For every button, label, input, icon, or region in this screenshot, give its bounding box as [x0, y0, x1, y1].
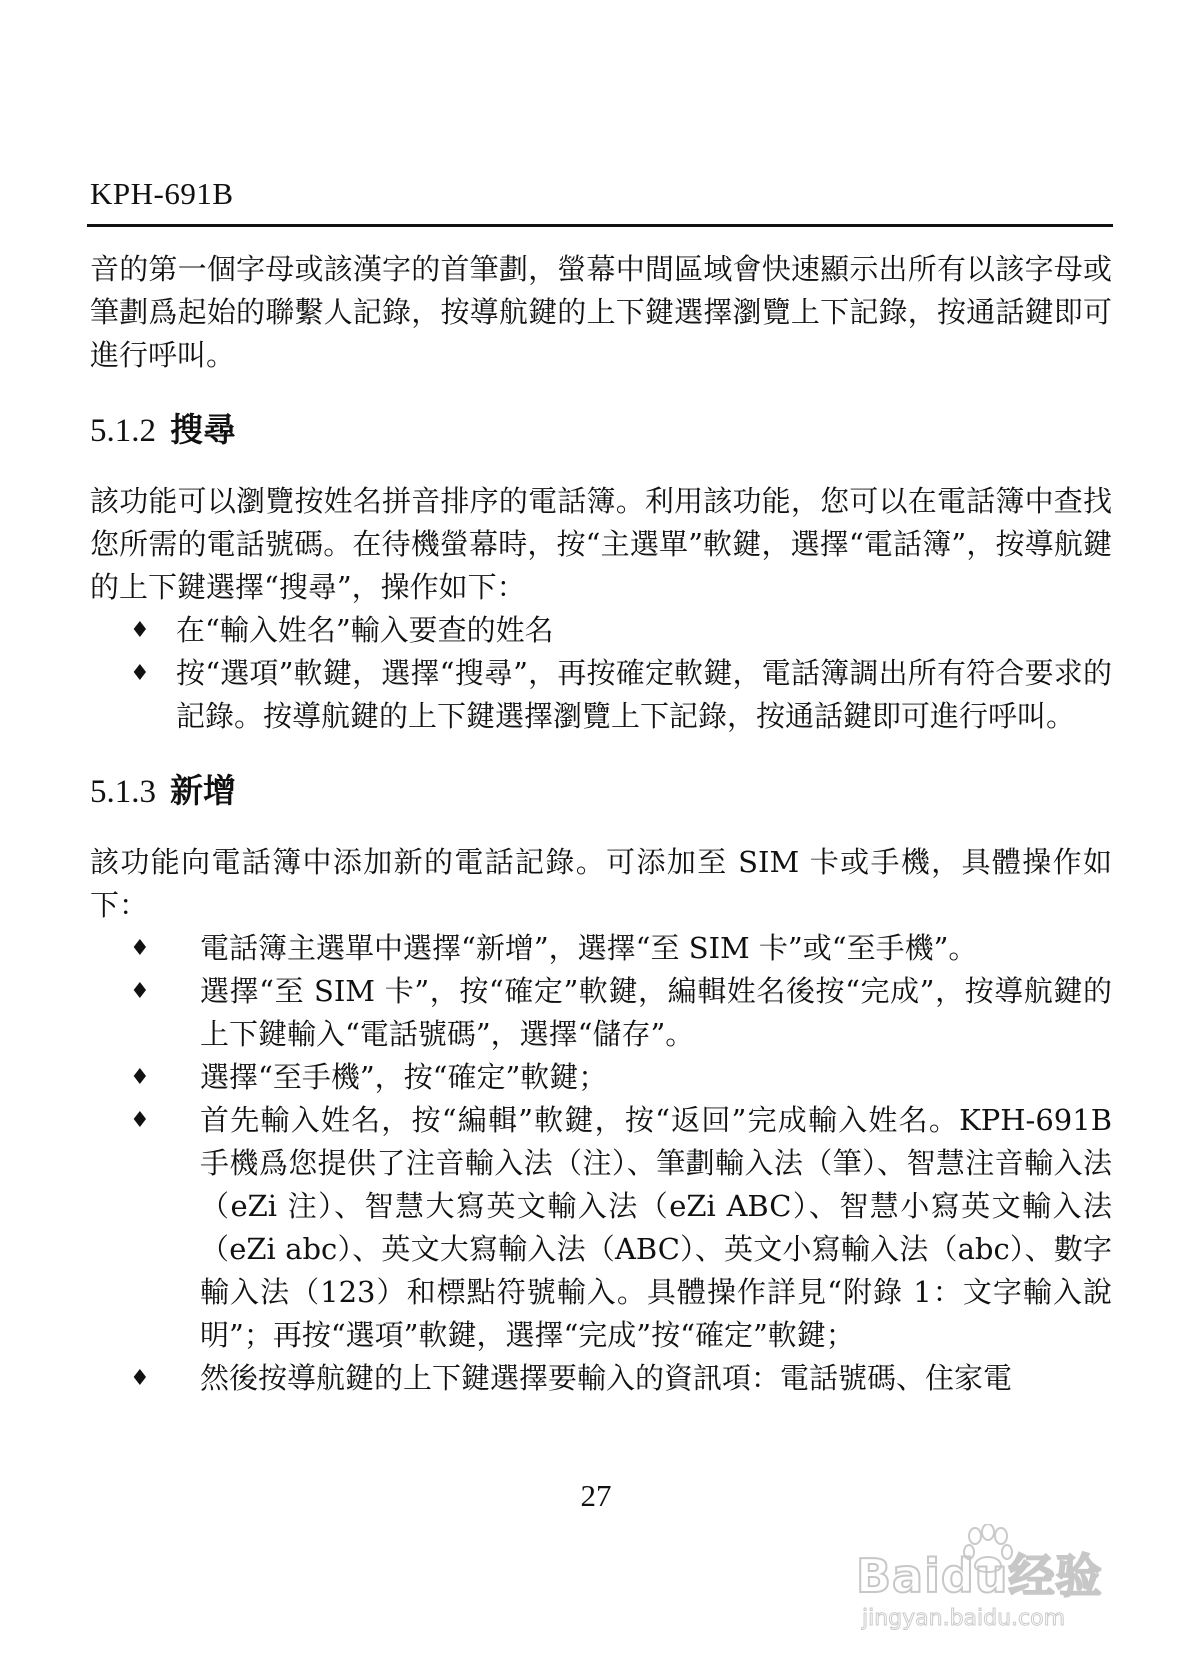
- list-item-text: 然後按導航鍵的上下鍵選擇要輸入的資訊項：電話號碼、住家電: [200, 1361, 1013, 1395]
- list-item: [90, 1357, 1112, 1400]
- section-title-512: 搜尋: [170, 410, 236, 449]
- diamond-bullet-icon: ♦: [130, 979, 150, 1004]
- header-model: KPH-691B: [90, 176, 234, 211]
- watermark-url: jingyan.baidu.com: [862, 1606, 1066, 1631]
- diamond-bullet-icon: ♦: [130, 661, 150, 686]
- section-number-513: 5.1.3: [90, 774, 156, 810]
- section-number-512: 5.1.2: [90, 413, 156, 449]
- section-heading-513: [90, 768, 1112, 815]
- diamond-bullet-icon: ♦: [130, 1108, 150, 1133]
- list-item: [90, 1099, 1112, 1357]
- list-item-text: 按“選項”軟鍵，選擇“搜尋”，再按確定軟鍵，電話簿調出所有符合要求的記錄。按導航鍵的上下鍵選擇瀏覽上下記錄，按通話鍵即可進行呼叫。: [176, 656, 1112, 733]
- list-item: [90, 1056, 1112, 1099]
- list-item-text: 首先輸入姓名，按“編輯”軟鍵，按“返回”完成輸入姓名。KPH-691B 手機爲您提供了注音輸入法（注）、筆劃輸入法（筆）、智慧注音輸入法（eZi 注）、智慧大寫英文輸入法（eZi ABC）、智慧小寫英文輸入法（eZi abc）、英文大寫輸入法（ABC）、英文小寫輸入法（abc）、數字輸入法（123）和標點符號輸入。具體操作詳見“附錄 1：文字輸入說明”；再按“選項”軟鍵，選擇“完成”按“確定”軟鍵；: [200, 1103, 1112, 1352]
- list-item-text: 電話簿主選單中選擇“新增”，選擇“至 SIM 卡”或“至手機”。: [200, 931, 978, 965]
- page-number: 27: [580, 1478, 612, 1513]
- header-rule: [87, 224, 1113, 227]
- intro-paragraph: 音的第一個字母或該漢字的首筆劃，螢幕中間區域會快速顯示出所有以該字母或筆劃爲起始的聯繫人記錄，按導航鍵的上下鍵選擇瀏覽上下記錄，按通話鍵即可進行呼叫。: [90, 252, 1112, 372]
- list-item: [90, 927, 1112, 970]
- watermark-logo: Baidu经验: [856, 1549, 1103, 1603]
- list-item-text: 選擇“至手機”，按“確定”軟鍵；: [200, 1060, 608, 1094]
- baidu-watermark: [856, 1530, 1156, 1650]
- diamond-bullet-icon: ♦: [130, 1065, 150, 1090]
- bullet-list-512: [90, 609, 1112, 738]
- section-paragraph-513: 該功能向電話簿中添加新的電話記錄。可添加至 SIM 卡或手機，具體操作如下：: [90, 845, 1112, 922]
- list-item: [90, 609, 1112, 652]
- section-heading-512: [90, 407, 1112, 454]
- list-item-text: 選擇“至 SIM 卡”，按“確定”軟鍵，編輯姓名後按“完成”，按導航鍵的上下鍵輸入“電話號碼”，選擇“儲存”。: [200, 974, 1112, 1051]
- diamond-bullet-icon: ♦: [130, 618, 150, 643]
- section-paragraph-512: 該功能可以瀏覽按姓名拼音排序的電話簿。利用該功能，您可以在電話簿中查找您所需的電話號碼。在待機螢幕時，按“主選單”軟鍵，選擇“電話簿”，按導航鍵的上下鍵選擇“搜尋”，操作如下：: [90, 484, 1112, 604]
- diamond-bullet-icon: ♦: [130, 1366, 150, 1391]
- bullet-list-513: [90, 927, 1112, 1400]
- list-item-text: 在“輸入姓名”輸入要查的姓名: [176, 613, 554, 647]
- diamond-bullet-icon: ♦: [130, 936, 150, 961]
- page-content: [90, 248, 1112, 1400]
- list-item: [90, 970, 1112, 1056]
- list-item: [90, 652, 1112, 738]
- section-title-513: 新增: [170, 771, 236, 810]
